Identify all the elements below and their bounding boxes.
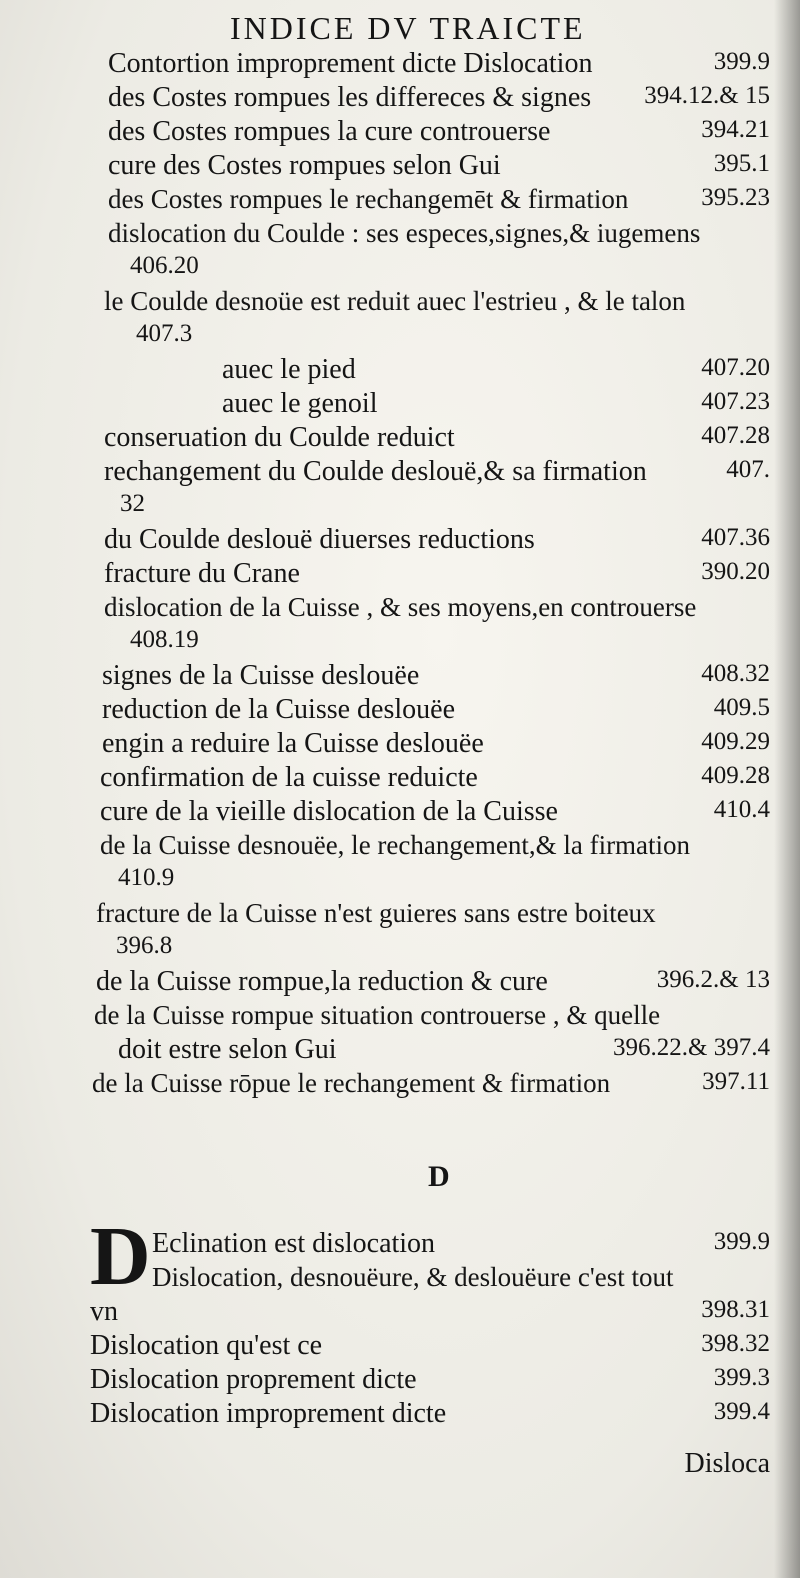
entry-text: Dislocation improprement dicte <box>90 1398 447 1429</box>
index-entry <box>0 1330 800 1364</box>
entry-page: 396.8 <box>116 932 173 959</box>
index-entry <box>0 660 800 694</box>
entry-text: fracture de la Cuisse n'est guieres sans estre boiteux <box>96 898 656 928</box>
entry-page: 409.29 <box>701 728 770 755</box>
entry-page: 399.9 <box>713 48 770 75</box>
index-entry <box>0 354 800 388</box>
index-entry <box>0 422 800 456</box>
entry-text: des Costes rompues le rechangemēt & firmation <box>108 184 629 214</box>
entry-page: 396.2.& 13 <box>656 966 770 993</box>
entry-page: 390.20 <box>701 558 770 585</box>
entry-page: 407.23 <box>701 388 770 415</box>
index-entry <box>0 286 800 320</box>
entry-text: auec le pied <box>222 354 356 385</box>
entry-text: Contortion improprement dicte Dislocation <box>108 48 593 79</box>
index-entry <box>0 82 800 116</box>
entry-page: 396.22.& 397.4 <box>613 1034 770 1061</box>
entry-page: 394.12.& 15 <box>644 82 770 109</box>
entry-page: 395.1 <box>713 150 770 177</box>
index-entry <box>0 898 800 932</box>
index-section-c <box>0 48 800 1102</box>
entry-text: auec le genoil <box>222 388 378 419</box>
entry-page: 397.11 <box>702 1068 770 1095</box>
index-entry-continuation <box>0 320 800 354</box>
entry-page: 395.23 <box>701 184 770 211</box>
index-entry <box>0 966 800 1000</box>
entry-text: des Costes rompues la cure controuerse <box>108 116 551 147</box>
entry-text: confirmation de la cuisse reduicte <box>100 762 478 793</box>
index-entry-continuation <box>0 864 800 898</box>
drop-cap: D <box>90 1210 151 1303</box>
entry-page: 408.32 <box>701 660 770 687</box>
entry-page: 407.28 <box>701 422 770 449</box>
entry-text: engin a reduire la Cuisse deslouëe <box>102 728 484 759</box>
index-section-d <box>0 1228 800 1432</box>
entry-page: 407.3 <box>136 320 193 347</box>
index-entry <box>0 762 800 796</box>
entry-page: 398.31 <box>701 1296 770 1323</box>
index-entry <box>0 1364 800 1398</box>
entry-page: 399.3 <box>713 1364 770 1391</box>
index-entry <box>0 728 800 762</box>
entry-page: 410.4 <box>713 796 770 823</box>
entry-page: 408.19 <box>130 626 199 653</box>
index-entry <box>0 1228 800 1262</box>
entry-page: 406.20 <box>130 252 199 279</box>
index-entry <box>0 592 800 626</box>
index-entry-continuation <box>0 932 800 966</box>
entry-text: Dislocation, desnouëure, & deslouëure c'est tout <box>152 1262 674 1292</box>
section-letter: D <box>428 1160 450 1193</box>
entry-page: 399.9 <box>713 1228 770 1255</box>
entry-text: doit estre selon Gui <box>118 1034 337 1065</box>
running-header: INDICE DV TRAICTE <box>230 10 586 46</box>
index-entry <box>0 1034 800 1068</box>
index-entry <box>0 1262 800 1296</box>
index-entry <box>0 150 800 184</box>
index-entry <box>0 218 800 252</box>
index-entry-continuation <box>0 490 800 524</box>
entry-page: 407.36 <box>701 524 770 551</box>
index-entry <box>0 1000 800 1034</box>
index-entry <box>0 796 800 830</box>
entry-page: 409.5 <box>713 694 770 721</box>
entry-text: dislocation du Coulde : ses especes,signes,& iugemens <box>108 218 701 248</box>
entry-text: Eclination est dislocation <box>152 1228 436 1259</box>
entry-text: de la Cuisse rompue situation controuerse , & quelle <box>94 1000 661 1030</box>
index-entry <box>0 694 800 728</box>
entry-text: fracture du Crane <box>104 558 300 589</box>
entry-text: de la Cuisse desnouëe, le rechangement,& la firmation <box>100 830 691 860</box>
entry-page: 398.32 <box>701 1330 770 1357</box>
entry-text: dislocation de la Cuisse , & ses moyens,en controuerse <box>104 592 697 622</box>
entry-page: 410.9 <box>118 864 175 891</box>
index-entry <box>0 184 800 218</box>
index-entry-continuation <box>0 626 800 660</box>
index-entry <box>0 388 800 422</box>
entry-page: 407.20 <box>701 354 770 381</box>
entry-page: 394.21 <box>701 116 770 143</box>
index-entry <box>0 524 800 558</box>
entry-page: 407. <box>726 456 770 483</box>
entry-page: 32 <box>120 490 145 517</box>
entry-text: de la Cuisse rompue,la reduction & cure <box>96 966 548 997</box>
entry-text: signes de la Cuisse deslouëe <box>102 660 420 691</box>
entry-text: Dislocation proprement dicte <box>90 1364 417 1395</box>
index-entry <box>0 1068 800 1102</box>
entry-text: des Costes rompues les differeces & signes <box>108 82 592 113</box>
entry-page: 399.4 <box>713 1398 770 1425</box>
index-entry <box>0 116 800 150</box>
entry-text: rechangement du Coulde deslouë,& sa firmation <box>104 456 647 487</box>
entry-text: conseruation du Coulde reduict <box>104 422 455 453</box>
entry-text: de la Cuisse rōpue le rechangement & firmation <box>92 1068 611 1098</box>
catchword: Disloca <box>684 1448 770 1479</box>
index-entry-continuation <box>0 252 800 286</box>
index-entry <box>0 1398 800 1432</box>
index-entry <box>0 558 800 592</box>
index-entry <box>0 1296 800 1330</box>
index-entry <box>0 48 800 82</box>
index-entry <box>0 456 800 490</box>
entry-text: le Coulde desnoüe est reduit auec l'estrieu , & le talon <box>104 286 686 316</box>
entry-text: cure de la vieille dislocation de la Cuisse <box>100 796 558 827</box>
page-edge-shadow <box>774 0 800 1578</box>
index-entry <box>0 830 800 864</box>
entry-text: vn <box>90 1296 118 1327</box>
entry-page: 409.28 <box>701 762 770 789</box>
entry-text: du Coulde deslouë diuerses reductions <box>104 524 535 555</box>
entry-text: cure des Costes rompues selon Gui <box>108 150 501 181</box>
entry-text: Dislocation qu'est ce <box>90 1330 323 1361</box>
entry-text: reduction de la Cuisse deslouëe <box>102 694 456 725</box>
